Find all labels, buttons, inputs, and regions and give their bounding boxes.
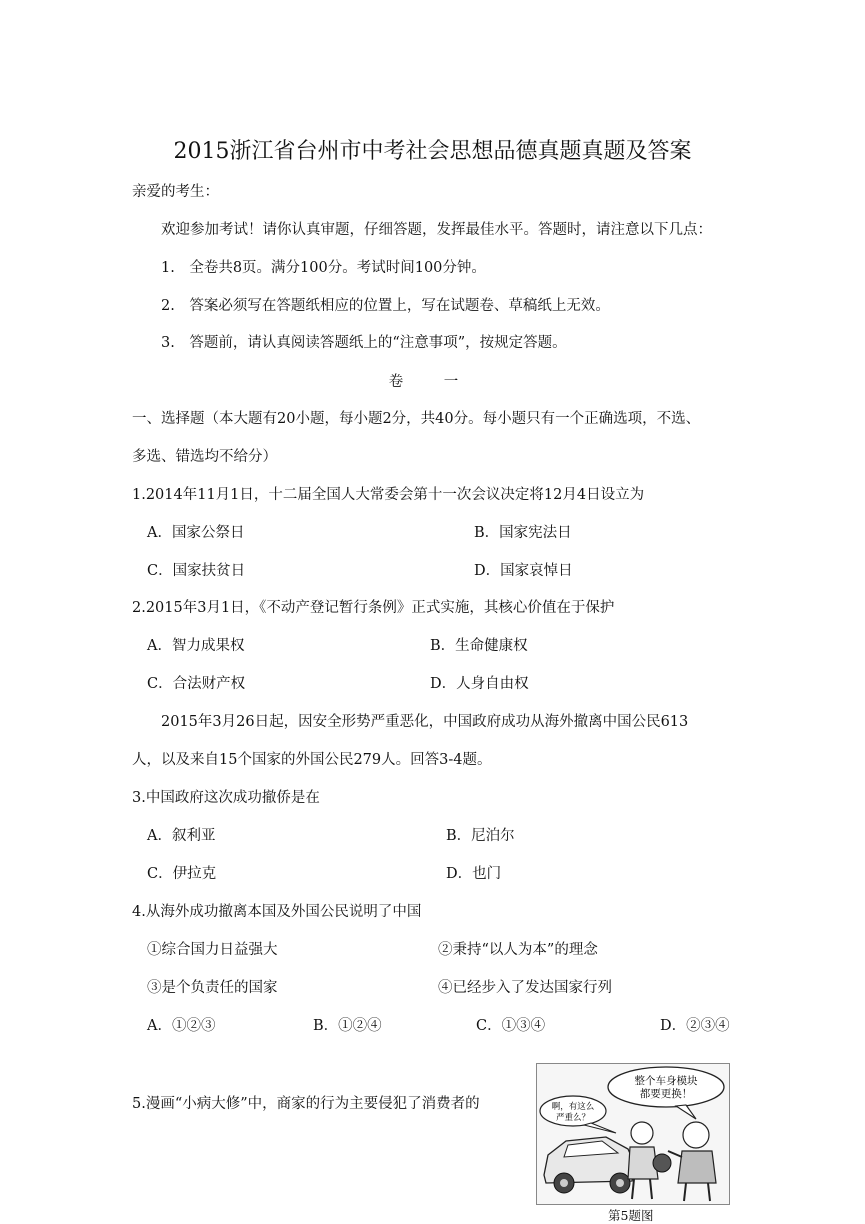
q2-option-a: A．智力成果权 [147, 638, 245, 654]
q5-figure-caption: 第5题图 [608, 1208, 654, 1223]
cartoon-bubble-left-line-1: 啊，有这么 [551, 1102, 595, 1112]
greeting: 亲爱的考生： [132, 184, 219, 200]
q2-stem: 2.2015年3月1日，《不动产登记暂行条例》正式实施，其核心价值在于保护 [132, 600, 615, 616]
q3-stem: 3.中国政府这次成功撤侨是在 [132, 790, 320, 806]
q4-option-a: A．①②③ [147, 1018, 216, 1034]
q4-statement-4: ④已经步入了发达国家行列 [438, 980, 612, 996]
q4-statement-2: ②秉持“以人为本”的理念 [438, 942, 598, 958]
q1-option-c: C．国家扶贫日 [147, 563, 246, 579]
page-title: 2015浙江省台州市中考社会思想品德真题真题及答案 [173, 139, 692, 164]
q4-option-d: D．②③④ [660, 1018, 730, 1034]
material-line-2: 人，以及来自15个国家的外国公民279人。回答3-4题。 [132, 752, 492, 768]
cartoon-bubble-right-line-1: 整个车身模块 [634, 1075, 698, 1087]
note-3: 3. 答题前，请认真阅读答题纸上的“注意事项”，按规定答题。 [161, 335, 567, 351]
q2-option-d: D．人身自由权 [430, 676, 529, 692]
cartoon-bubble-right-line-2: 都要更换！ [639, 1088, 693, 1100]
q2-option-c: C．合法财产权 [147, 676, 246, 692]
q3-option-c: C．伊拉克 [147, 866, 217, 882]
q3-option-d: D．也门 [446, 866, 502, 882]
note-2: 2. 答案必须写在答题纸相应的位置上，写在试题卷、草稿纸上无效。 [161, 298, 610, 314]
q3-option-a: A．叙利亚 [147, 828, 216, 844]
note-1: 1. 全卷共8页。满分100分。考试时间100分钟。 [161, 260, 486, 276]
q4-statement-3: ③是个负责任的国家 [147, 980, 278, 996]
material-line-1: 2015年3月26日起，因安全形势严重恶化，中国政府成功从海外撤离中国公民613 [161, 714, 689, 730]
q1-option-b: B．国家宪法日 [474, 525, 572, 541]
q5-stem: 5.漫画“小病大修”中，商家的行为主要侵犯了消费者的 [132, 1096, 480, 1112]
q1-option-d: D．国家哀悼日 [474, 563, 573, 579]
q4-stem: 4.从海外成功撤离本国及外国公民说明了中国 [132, 904, 422, 920]
q2-option-b: B．生命健康权 [430, 638, 528, 654]
q4-statement-1: ①综合国力日益强大 [147, 942, 278, 958]
q5-cartoon-image [536, 1063, 730, 1205]
q4-option-b: B．①②④ [313, 1018, 382, 1034]
section-instructions-line-1: 一、选择题（本大题有20小题，每小题2分，共40分。每小题只有一个正确选项，不选、 [132, 411, 701, 427]
section-instructions-line-2: 多选、错选均不给分） [132, 449, 277, 465]
q1-option-a: A．国家公祭日 [147, 525, 245, 541]
q3-option-b: B．尼泊尔 [446, 828, 515, 844]
section-title: 卷 一 [388, 374, 477, 390]
q1-stem: 1.2014年11月1日，十二届全国人大常委会第十一次会议决定将12月4日设立为 [132, 487, 645, 503]
cartoon-bubble-left-line-2: 严重么？ [555, 1113, 591, 1123]
intro-text: 欢迎参加考试！请你认真审题，仔细答题，发挥最佳水平。答题时，请注意以下几点： [161, 222, 712, 238]
q4-option-c: C．①③④ [476, 1018, 546, 1034]
